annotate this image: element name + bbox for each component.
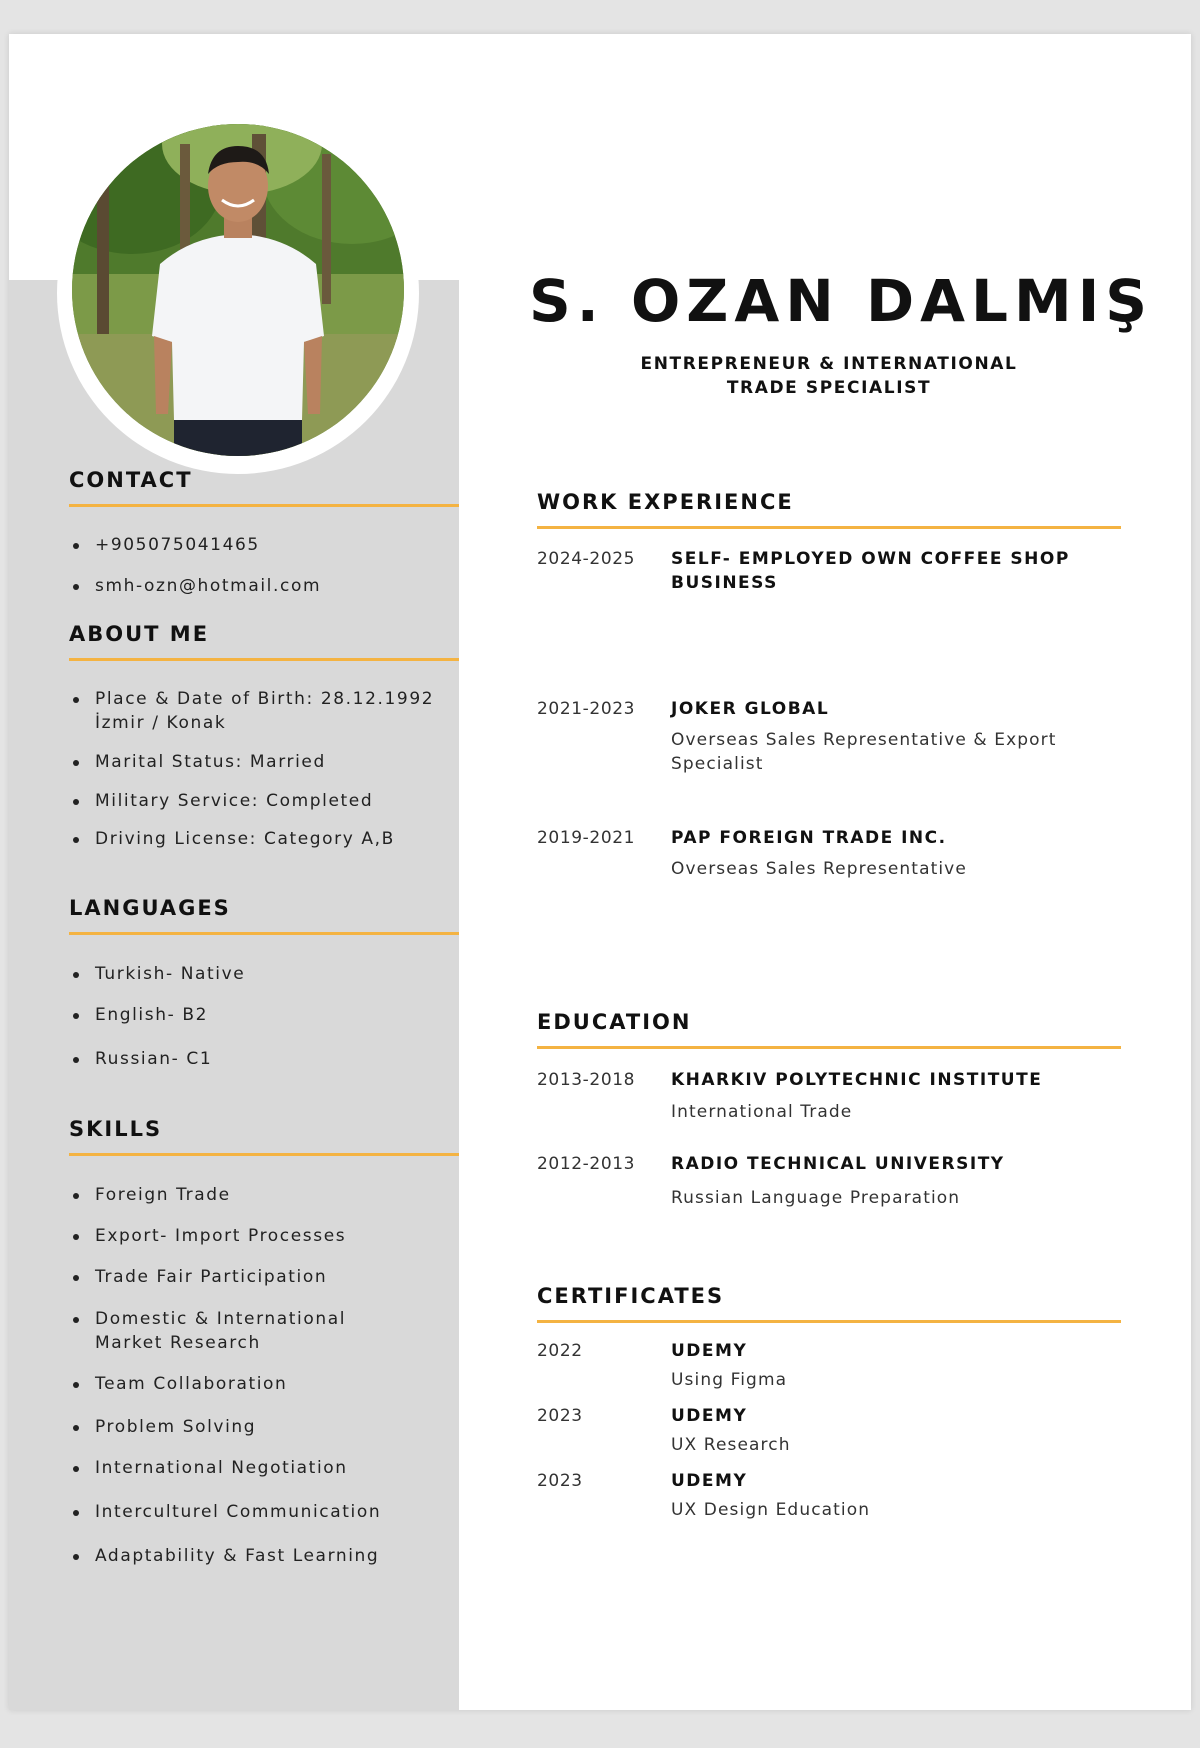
about-section (69, 622, 459, 851)
language-item: Russian- C1 (69, 1047, 459, 1071)
work-title: PAP FOREIGN TRADE INC. (671, 828, 947, 848)
skill-item: Foreign Trade (69, 1183, 459, 1207)
work-years: 2019-2021 (537, 828, 636, 848)
work-title: JOKER GLOBAL (671, 699, 830, 719)
certificate-year: 2023 (537, 1471, 583, 1491)
languages-section (69, 896, 459, 1071)
work-title-line: SELF- EMPLOYED OWN COFFEE SHOP (671, 549, 1070, 569)
certificate-provider: UDEMY (671, 1341, 748, 1361)
about-item-military: Military Service: Completed (69, 789, 459, 813)
skills-list (69, 1183, 459, 1568)
certificate-course: UX Research (671, 1435, 791, 1455)
languages-heading: LANGUAGES (69, 896, 459, 935)
profile-photo (72, 124, 404, 456)
contact-email[interactable]: smh-ozn@hotmail.com (69, 574, 459, 598)
skill-item: Trade Fair Participation (69, 1265, 459, 1289)
about-item-birth (69, 687, 459, 735)
contact-list (69, 533, 459, 598)
education-field: Russian Language Preparation (671, 1188, 961, 1208)
languages-list (69, 962, 459, 1071)
certificate-provider: UDEMY (671, 1471, 748, 1491)
work-title-line: BUSINESS (671, 573, 778, 593)
skill-item: International Negotiation (69, 1456, 459, 1480)
skill-item: Team Collaboration (69, 1372, 459, 1396)
resume-page (9, 34, 1191, 1710)
about-item-marital: Marital Status: Married (69, 750, 459, 774)
skills-heading: SKILLS (69, 1117, 459, 1156)
education-school: KHARKIV POLYTECHNIC INSTITUTE (671, 1070, 1043, 1090)
candidate-name: S. OZAN DALMIŞ (529, 267, 1154, 335)
profile-photo-illustration (72, 124, 404, 456)
profile-photo-frame (57, 112, 419, 474)
skill-item: Adaptability & Fast Learning (69, 1544, 459, 1568)
language-item: English- B2 (69, 1003, 459, 1027)
education-years: 2012-2013 (537, 1154, 636, 1174)
certificate-course: UX Design Education (671, 1500, 871, 1520)
skills-section (69, 1117, 459, 1568)
education-years: 2013-2018 (537, 1070, 636, 1090)
skill-item: Export- Import Processes (69, 1224, 459, 1248)
work-years: 2024-2025 (537, 549, 636, 569)
education-field: International Trade (671, 1102, 853, 1122)
certificate-year: 2022 (537, 1341, 583, 1361)
skill-item: Interculturel Communication (69, 1500, 459, 1524)
contact-section (69, 468, 459, 598)
skill-item-line: Domestic & International (95, 1309, 347, 1329)
work-title (671, 547, 1111, 595)
about-birth-place: İzmir / Konak (95, 713, 227, 733)
certificates-heading: CERTIFICATES (537, 1284, 1121, 1323)
certificate-course: Using Figma (671, 1370, 788, 1390)
work-description (671, 728, 1111, 776)
work-desc-line: Specialist (671, 754, 764, 774)
skill-item: Problem Solving (69, 1415, 459, 1439)
education-heading: EDUCATION (537, 1010, 1121, 1049)
work-description: Overseas Sales Representative (671, 859, 967, 879)
skill-item-line: Market Research (95, 1333, 261, 1353)
contact-heading: CONTACT (69, 468, 459, 507)
about-heading: ABOUT ME (69, 622, 459, 661)
skill-item (69, 1307, 459, 1355)
work-desc-line: Overseas Sales Representative & Export (671, 730, 1057, 750)
contact-phone[interactable]: +905075041465 (69, 533, 459, 557)
work-years: 2021-2023 (537, 699, 636, 719)
subtitle-line: TRADE SPECIALIST (726, 378, 932, 398)
subtitle-line: ENTREPRENEUR & INTERNATIONAL (640, 354, 1018, 374)
education-school: RADIO TECHNICAL UNIVERSITY (671, 1154, 1005, 1174)
about-birth-text: Place & Date of Birth: 28.12.1992 (95, 689, 435, 709)
work-heading: WORK EXPERIENCE (537, 490, 1121, 529)
candidate-subtitle (609, 352, 1049, 400)
language-item: Turkish- Native (69, 962, 459, 986)
certificate-year: 2023 (537, 1406, 583, 1426)
about-list (69, 687, 459, 851)
about-item-license: Driving License: Category A,B (69, 827, 459, 851)
certificate-provider: UDEMY (671, 1406, 748, 1426)
